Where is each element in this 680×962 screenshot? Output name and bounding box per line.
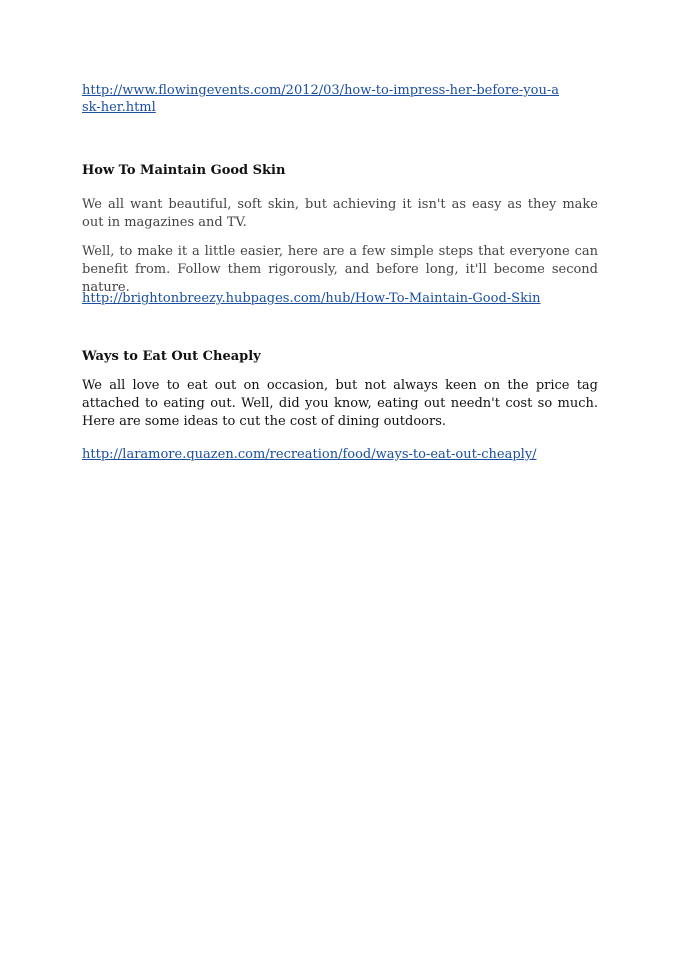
eat-out-heading: Ways to Eat Out Cheaply — [82, 349, 261, 364]
flowingevents-link[interactable]: http://www.flowingevents.com/2012/03/how-to-impress-her-before-you-ask-her.html — [82, 83, 559, 115]
good-skin-paragraph-1: We all want beautiful, soft skin, but achieving it isn't as easy as they make out in magazines and TV. — [82, 197, 598, 230]
good-skin-paragraph-2: Well, to make it a little easier, here are a few simple steps that everyone can benefit from. Follow them rigorously, and before long, it'll become second nature. — [82, 244, 598, 295]
eat-out-link[interactable]: http://laramore.quazen.com/recreation/food/ways-to-eat-out-cheaply/ — [82, 447, 537, 462]
eat-out-paragraph: We all love to eat out on occasion, but not always keen on the price tag attached to eating out. Well, did you know, eating out needn't cost so much. Here are some ideas to cut the cost of dining outdoors. — [82, 378, 598, 429]
good-skin-link[interactable]: http://brightonbreezy.hubpages.com/hub/How-To-Maintain-Good-Skin — [82, 291, 541, 306]
good-skin-heading: How To Maintain Good Skin — [82, 163, 286, 178]
